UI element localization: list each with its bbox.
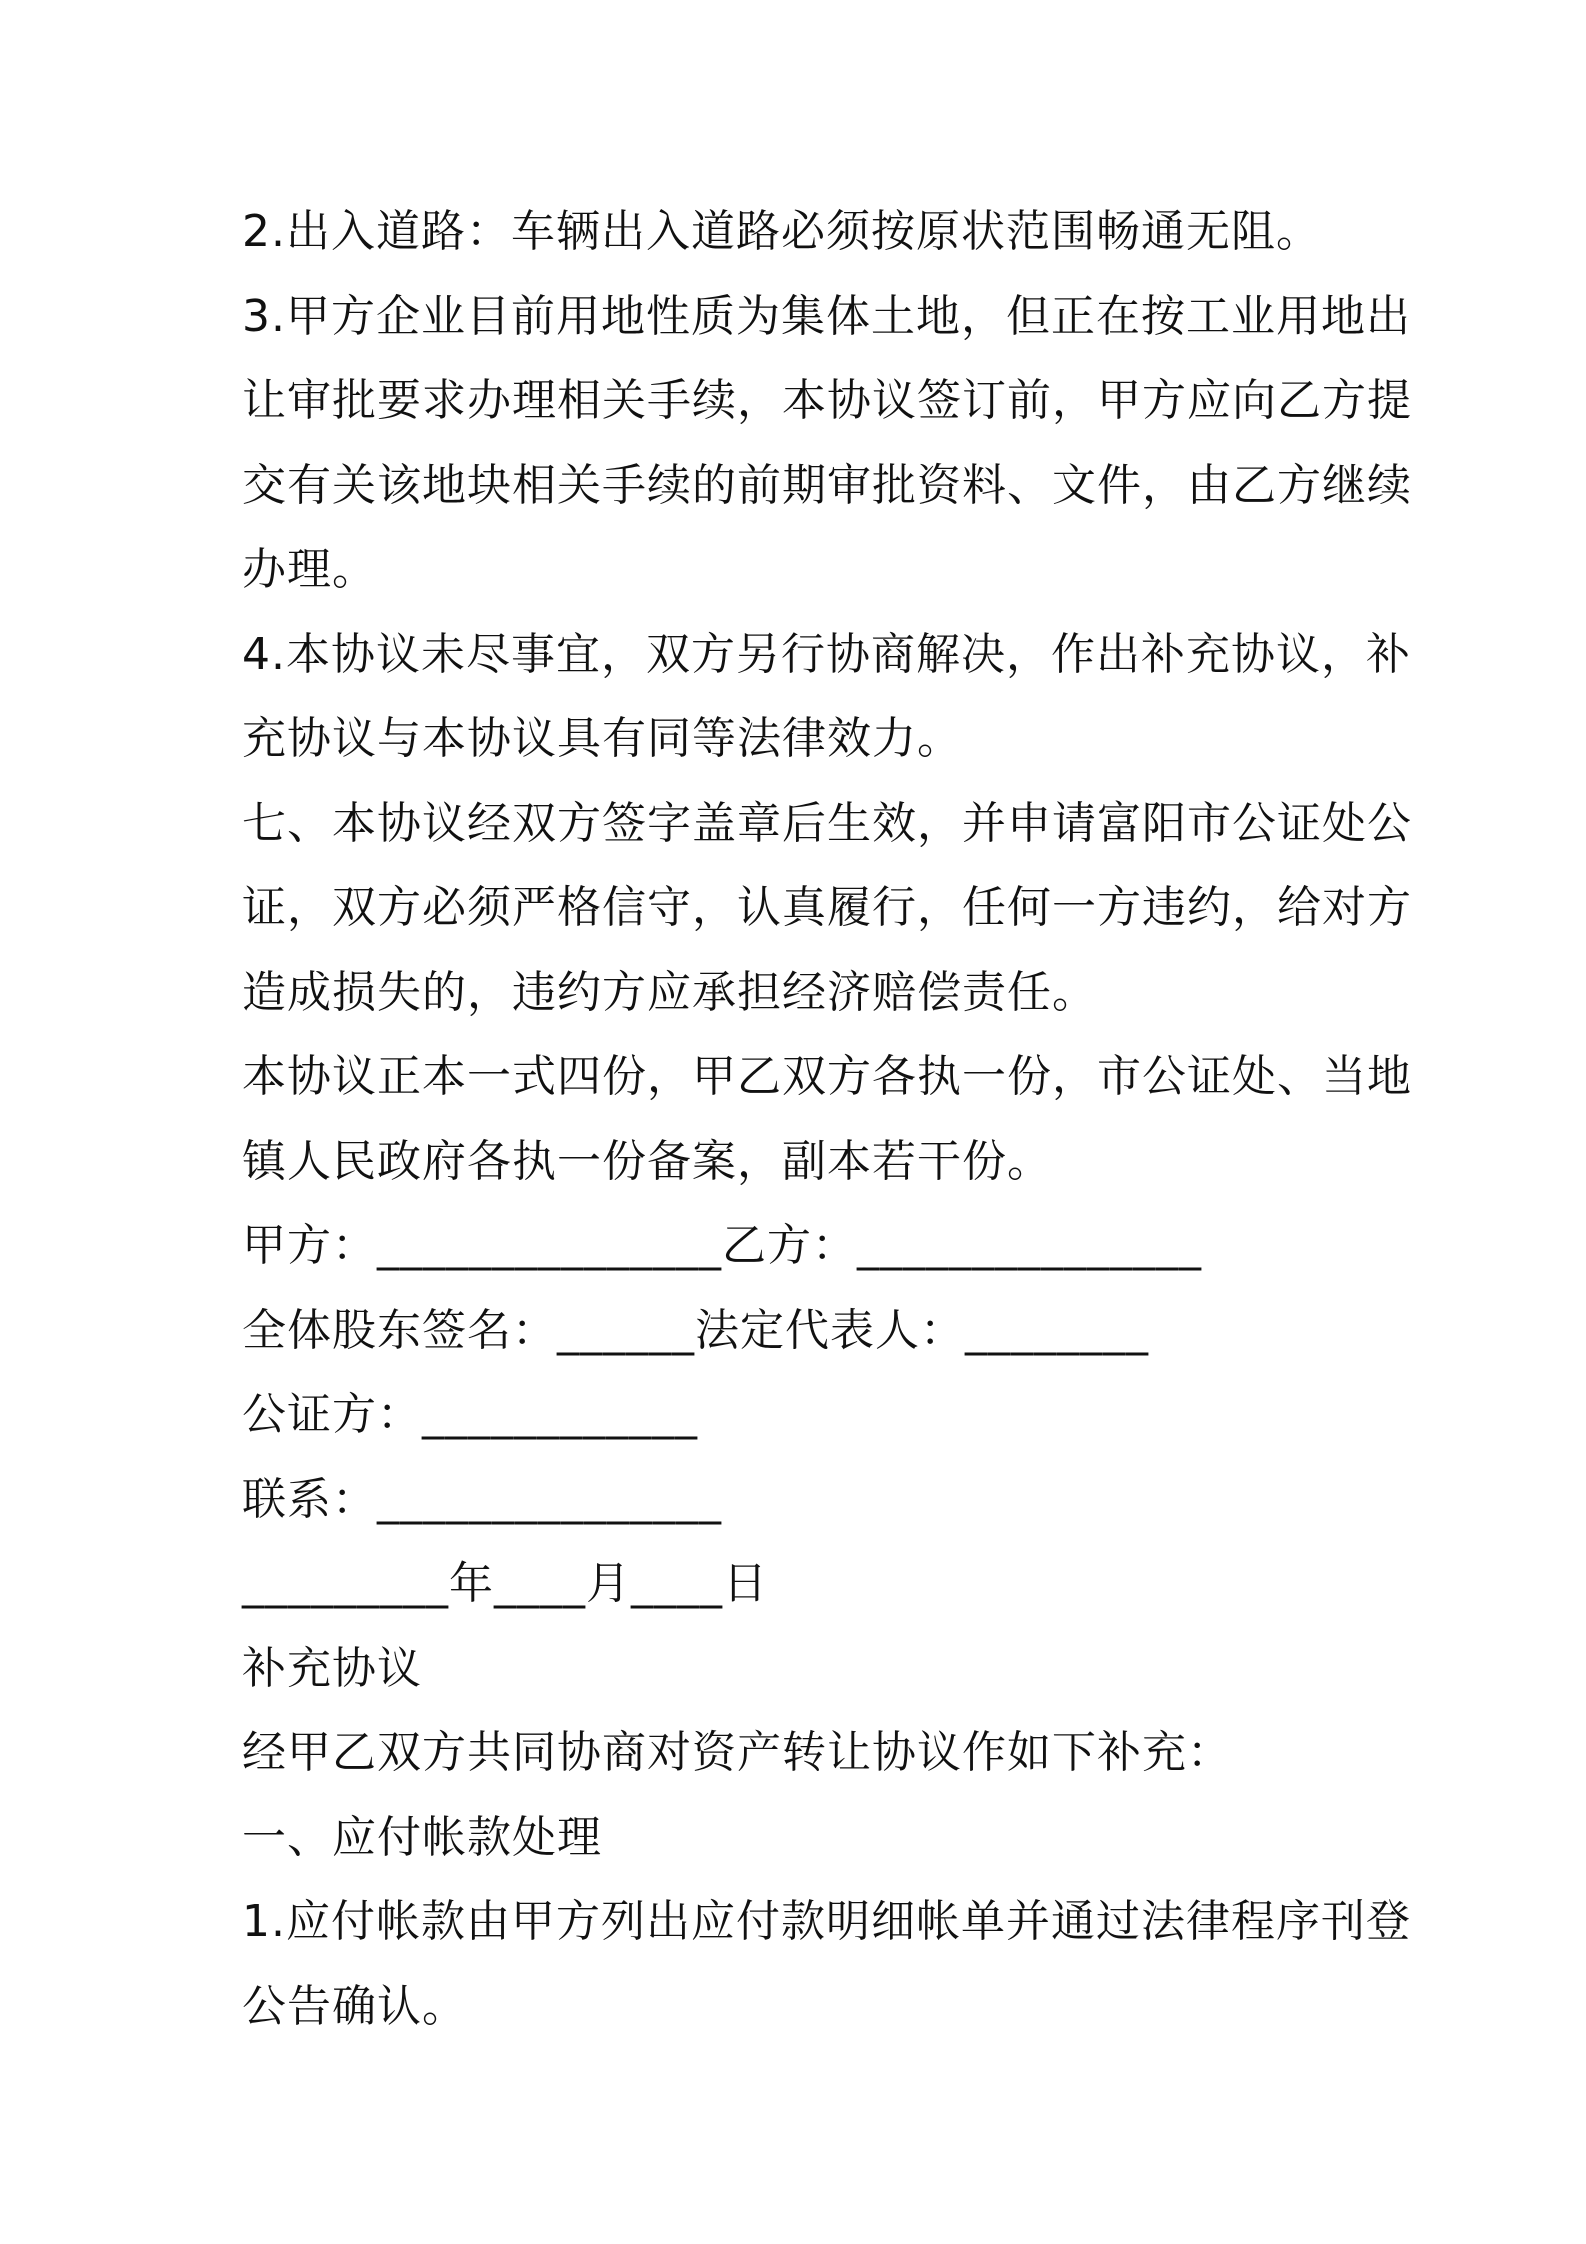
signature-date-line: _________年____月____日 [242,1558,768,1609]
clause-3-line-2: 让审批要求办理相关手续，本协议签订前，甲方应向乙方提 [242,375,1412,426]
clause-4-line-1: 4.本协议未尽事宜，双方另行协商解决，作出补充协议，补 [242,628,1411,680]
supplement-title: 补充协议 [242,1642,422,1694]
section-7-line-2: 证，双方必须严格信守，认真履行，任何一方违约，给对方 [242,882,1412,933]
signature-contact-line: 联系：_______________ [242,1473,722,1525]
section-7-line-1: 七、本协议经双方签字盖章后生效，并申请富阳市公证处公 [242,797,1412,849]
document-body [242,190,1412,2049]
copies-line-1: 本协议正本一式四份，甲乙双方各执一份，市公证处、当地 [242,1051,1412,1102]
clause-3-line-1: 3.甲方企业目前用地性质为集体土地，但正在按工业用地出 [242,290,1411,342]
supplement-section-1-heading: 一、应付帐款处理 [242,1811,602,1863]
clause-4-line-2: 充协议与本协议具有同等法律效力。 [242,713,962,764]
clause-3-line-3: 交有关该地块相关手续的前期审批资料、文件，由乙方继续 [242,459,1412,511]
copies-line-2: 镇人民政府各执一份备案，副本若干份。 [242,1135,1052,1187]
signature-party-line: 甲方：_______________乙方：_______________ [242,1220,1202,1271]
supplement-intro: 经甲乙双方共同协商对资产转让协议作如下补充： [242,1727,1232,1778]
signature-notary-line: 公证方：____________ [242,1389,698,1440]
clause-2-roads: 2.出入道路：车辆出入道路必须按原状范围畅通无阻。 [242,206,1321,257]
clause-3-line-4: 办理。 [242,544,377,595]
section-7-line-3: 造成损失的，违约方应承担经济赔偿责任。 [242,966,1097,1018]
supplement-item-1-line-1: 1.应付帐款由甲方列出应付款明细帐单并通过法律程序刊登 [242,1896,1411,1947]
signature-shareholders-line: 全体股东签名：______法定代表人：________ [242,1304,1149,1356]
supplement-item-1-line-2: 公告确认。 [242,1980,467,2032]
